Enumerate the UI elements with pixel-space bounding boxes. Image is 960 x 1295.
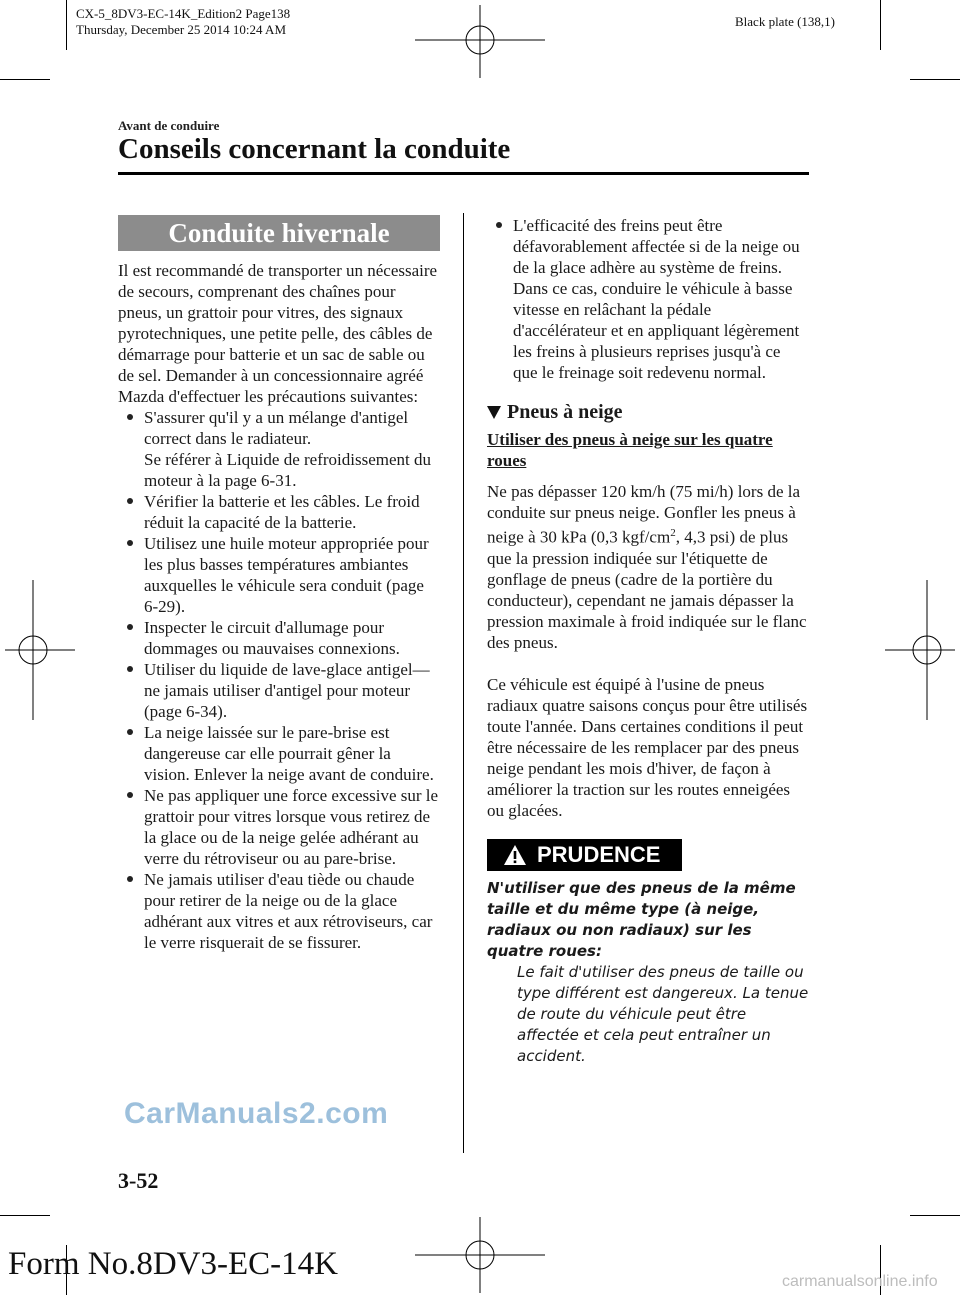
list-item [118, 659, 440, 722]
snow-tire-subheading [487, 402, 809, 423]
right-column [487, 215, 809, 1067]
caution-badge [487, 839, 682, 871]
list-item [118, 533, 440, 617]
registration-mark-bottom [415, 1215, 545, 1295]
list-item-text: Ne jamais utiliser d'eau tiède ou chaude pour retirer de la neige ou de la glace adhérant aux vitres et aux rétroviseurs, car le verre risquerait de se fissurer. [144, 870, 433, 952]
print-info [76, 6, 290, 38]
watermark-logo: CarManuals2.com [124, 1097, 389, 1130]
list-item [118, 785, 440, 869]
list-item [118, 491, 440, 533]
underlined-heading: Utiliser des pneus à neige sur les quatre roues [487, 430, 773, 470]
list-item-text: Utiliser du liquide de lave-glace antigel—ne jamais utiliser d'antigel pour moteur (page 6-34). [144, 660, 430, 721]
precaution-list [118, 407, 440, 953]
caution-badge-row [487, 839, 809, 871]
list-item-text: S'assurer qu'il y a un mélange d'antigel correct dans le radiateur. [144, 408, 409, 448]
brake-note-list [487, 215, 809, 383]
intro-paragraph: Il est recommandé de transporter un nécessaire de secours, comprenant des chaînes pour pneus, un grattoir pour vitres, des signaux pyrotechniques, une petite pelle, des câbles de démarrage pour batterie et un sac de sable ou de sel. Demander à un concessionnaire agréé Mazda d'effectuer les précautions suivantes: [118, 261, 438, 406]
page-title: Conseils concernant la conduite [118, 133, 511, 165]
pressure-superscript: 2 [670, 527, 676, 539]
pressure-paragraph [487, 481, 809, 653]
list-item-text: Ne pas appliquer une force excessive sur le grattoir pour vitres lorsque vous retirez de la glace ou de la neige gelée adhérant au verre du rétroviseur ou au pare-brise. [144, 786, 439, 868]
list-item [118, 617, 440, 659]
caution-lead: N'utiliser que des pneus de la même taille et du même type (à neige, radiaux ou non radiaux) sur les quatre roues: [487, 878, 796, 960]
triangle-marker-icon [487, 406, 501, 419]
left-column [118, 215, 440, 953]
caution-body: Le fait d'utiliser des pneus de taille ou type différent est dangereux. La tenue de route du véhicule peut être affectée et cela peut entraîner un accident. [517, 962, 809, 1065]
list-item-note: Se référer à Liquide de refroidissement du moteur à la page 6-31. [144, 450, 431, 490]
list-item [487, 215, 809, 383]
section-heading: Conduite hivernale [118, 215, 440, 251]
list-item [118, 407, 440, 491]
list-item [118, 722, 440, 785]
caution-text [487, 878, 809, 1067]
title-rule [118, 172, 809, 175]
factory-tires-paragraph: Ce véhicule est équipé à l'usine de pneus radiaux quatre saisons conçus pour être utilisés toute l'année. Dans certaines conditions il peut être nécessaire de les remplacer par des pneus neige pendant les mois d'hiver, de façon à améliorer la traction sur les routes enneigées ou glacées. [487, 674, 808, 820]
registration-mark-left [0, 580, 80, 720]
list-item-text: Vérifier la batterie et les câbles. Le froid réduit la capacité de la batterie. [144, 492, 420, 532]
pressure-text-b: , 4,3 psi) de plus que la pression indiquée sur l'étiquette de gonflage de pneus (cadre de la portière du conducteur), cependant ne jamais dépasser la pression maximale à froid indiquée sur le flanc des pneus. [487, 527, 807, 652]
bullet-icon [127, 876, 133, 882]
source-site: carmanualsonline.info [782, 1273, 938, 1290]
plate-label: Black plate (138,1) [735, 14, 835, 29]
bullet-icon [127, 540, 133, 546]
bullet-icon [127, 624, 133, 630]
pressure-text-a: Ne pas dépasser 120 km/h (75 mi/h) lors de la conduite sur pneus neige. Gonfler les pneus à neige à 30 kPa (0,3 kgf/cm [487, 482, 801, 547]
section-label: Avant de conduire [118, 118, 220, 133]
list-item-text: Utilisez une huile moteur appropriée pour les plus basses températures ambiantes auxquelles le véhicule sera conduit (page 6-29). [144, 534, 429, 616]
bullet-icon [127, 498, 133, 504]
registration-mark-top [415, 0, 545, 80]
file-line: CX-5_8DV3-EC-14K_Edition2 Page138 [76, 6, 291, 21]
caution-label: PRUDENCE [537, 842, 661, 868]
bullet-icon [127, 792, 133, 798]
list-item-text: La neige laissée sur le pare-brise est dangereuse car elle pourrait gêner la vision. Enlever la neige avant de conduire. [144, 723, 434, 784]
list-item-text: L'efficacité des freins peut être défavorablement affectée si de la neige ou de la glace adhère au système de freins. Dans ce cas, conduire le véhicule à basse vitesse en relâchant la pédale d'accélérateur et en appliquant légèrement les freins à plusieurs reprises jusqu'à ce que le freinage soit redevenu normal. [513, 216, 800, 382]
date-line: Thursday, December 25 2014 10:24 AM [76, 22, 287, 37]
page-number: 3-52 [118, 1168, 159, 1193]
column-divider [463, 213, 464, 1153]
list-item-text: Inspecter le circuit d'allumage pour dommages ou mauvaises connexions. [144, 618, 400, 658]
bullet-icon [127, 729, 133, 735]
form-number: Form No.8DV3-EC-14K [8, 1246, 338, 1282]
list-item [118, 869, 440, 953]
snow-tire-title: Pneus à neige [507, 401, 623, 423]
bullet-icon [127, 666, 133, 672]
bullet-icon [496, 222, 502, 228]
registration-mark-right [880, 580, 960, 720]
warning-triangle-icon [503, 844, 527, 866]
bullet-icon [127, 414, 133, 420]
